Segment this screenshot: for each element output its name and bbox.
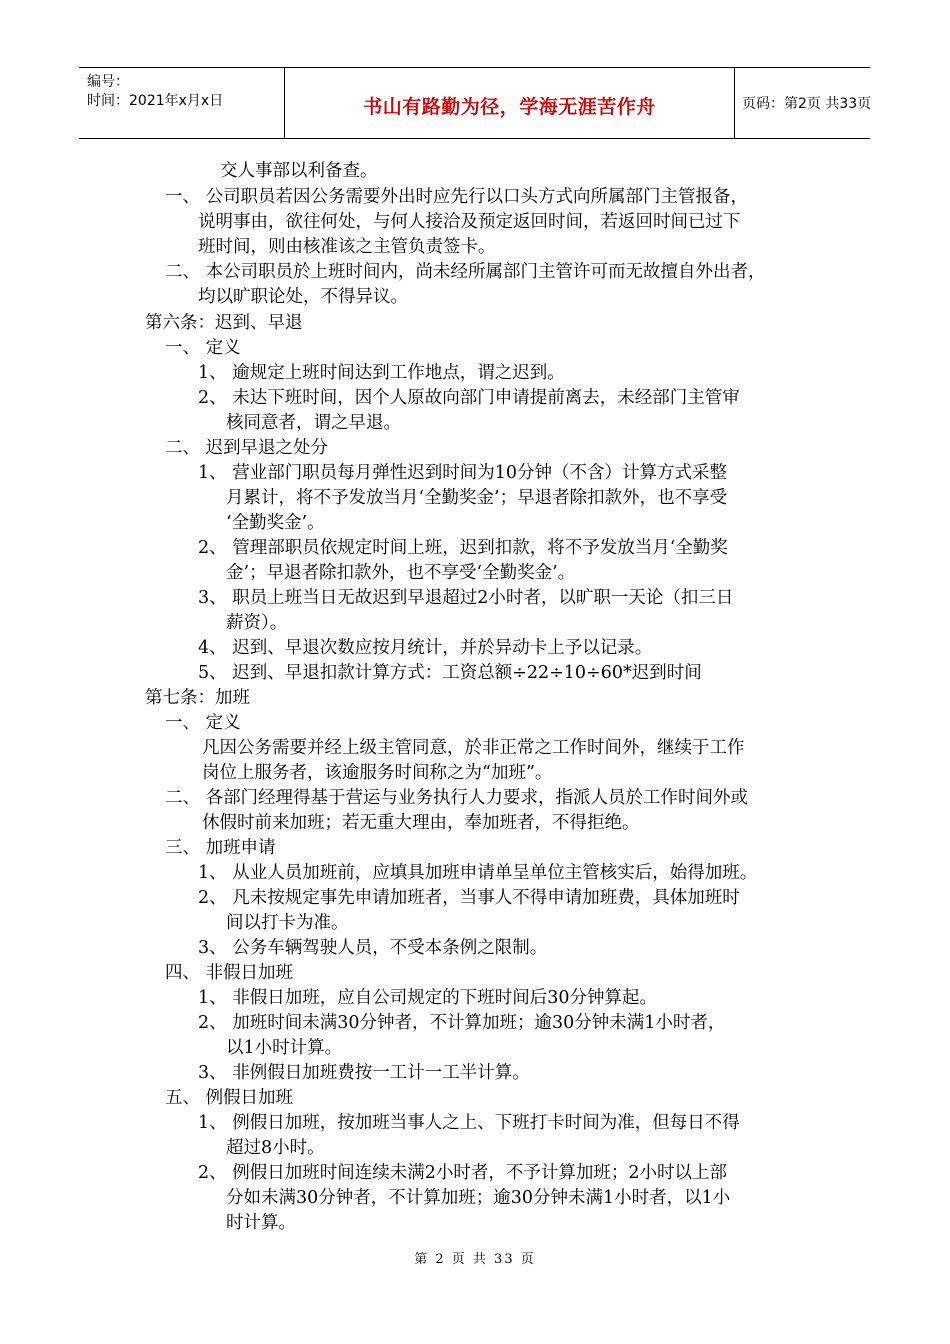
body-line: ‘全勤奖金’。: [226, 513, 325, 533]
section-heading: 三、 加班申请: [165, 838, 276, 858]
section-heading: 二、 迟到早退之处分: [165, 438, 329, 458]
body-line: 超过8小时。: [226, 1138, 325, 1158]
body-line: 均以旷职论处，不得异议。: [198, 287, 408, 307]
list-item: 1、 营业部门职员每月弹性迟到时间为10分钟（不含）计算方式采整: [198, 463, 727, 483]
body-line: 金’；早退者除扣款外，也不享受‘全勤奖金’。: [226, 563, 576, 583]
list-item: 3、 职员上班当日无故迟到早退超过2小时者，以旷职一天论（扣三日: [198, 588, 734, 608]
list-item: 1、 非假日加班，应自公司规定的下班时间后30分钟算起。: [198, 988, 657, 1008]
section-heading: 一、 定义: [165, 713, 241, 733]
list-item: 1、 从业人员加班前，应填具加班申请单呈单位主管核实后，始得加班。: [198, 863, 758, 883]
body-line: 说明事由，欲往何处，与何人接洽及预定返回时间，若返回时间已过下: [198, 212, 741, 232]
body-line: 以1小时计算。: [226, 1038, 343, 1058]
list-item-heading: 二、 各部门经理得基于营运与业务执行人力要求，指派人员於工作时间外或: [165, 788, 749, 808]
section-heading: 四、 非假日加班: [165, 963, 294, 983]
list-item: 3、 公务车辆驾驶人员，不受本条例之限制。: [198, 938, 548, 958]
article-heading: 第六条：迟到、早退: [145, 313, 303, 333]
list-item: 2、 管理部职员依规定时间上班，迟到扣款，将不予发放当月‘全勤奖: [198, 538, 728, 558]
document-date-label: 时间：2021年x月x日: [87, 93, 224, 109]
body-line: 休假时前来加班；若无重大理由，奉加班者，不得拒绝。: [202, 813, 640, 833]
body-line: 时计算。: [226, 1213, 296, 1233]
body-line: 岗位上服务者，该逾服务时间称之为“加班”。: [202, 763, 553, 783]
page-footer: 第 2 页 共 33 页: [414, 1252, 536, 1267]
header-motto: 书山有路勤为径，学海无涯苦作舟: [363, 96, 656, 118]
list-item: 2、 凡未按规定事先申请加班者，当事人不得申请加班费，具体加班时: [198, 888, 740, 908]
list-item: 1、 逾规定上班时间达到工作地点，谓之迟到。: [198, 363, 565, 383]
list-item: 2、 未达下班时间，因个人原故向部门申请提前离去，未经部门主管审: [198, 388, 740, 408]
list-item: 5、 迟到、早退扣款计算方式：工资总额÷22÷10÷60*迟到时间: [198, 663, 702, 683]
header-info-cell: [79, 68, 284, 138]
document-number-label: 编号：: [87, 74, 129, 90]
body-line: 凡因公务需要并经上级主管同意，於非正常之工作时间外，继续于工作: [202, 738, 745, 758]
body-line: 分如未满30分钟者，不计算加班；逾30分钟未满1小时者，以1小: [226, 1188, 731, 1208]
body-line: 月累计，将不予发放当月‘全勤奖金’；早退者除扣款外，也不享受: [226, 488, 728, 508]
body-line: 核同意者，谓之早退。: [226, 413, 401, 433]
list-item: 4、 迟到、早退次数应按月统计，并於异动卡上予以记录。: [198, 638, 653, 658]
body-line: 交人事部以利备查。: [220, 161, 378, 181]
list-item-heading: 一、 公司职员若因公务需要外出时应先行以口头方式向所属部门主管报备，: [165, 187, 749, 207]
list-item: 2、 加班时间未满30分钟者，不计算加班；逾30分钟未满1小时者，: [198, 1013, 726, 1033]
article-heading: 第七条：加班: [145, 688, 250, 708]
header-page-number: 页码：第2页 共33页: [742, 96, 872, 112]
list-item-heading: 二、 本公司职员於上班时间内，尚未经所属部门主管许可而无故擅自外出者，: [165, 262, 766, 282]
body-line: 班时间，则由核准该之主管负责签卡。: [198, 237, 496, 257]
page-header: [79, 67, 870, 139]
header-page-cell: [734, 68, 870, 138]
section-heading: 五、 例假日加班: [165, 1088, 294, 1108]
section-heading: 一、 定义: [165, 338, 241, 358]
list-item: 2、 例假日加班时间连续未满2小时者，不予计算加班；2小时以上部: [198, 1163, 727, 1183]
header-motto-cell: [284, 68, 735, 138]
list-item: 3、 非例假日加班费按一工计一工半计算。: [198, 1063, 530, 1083]
list-item: 1、 例假日加班，按加班当事人之上、下班打卡时间为准，但每日不得: [198, 1113, 740, 1133]
body-line: 间以打卡为准。: [226, 913, 349, 933]
body-line: 薪资）。: [226, 613, 288, 633]
